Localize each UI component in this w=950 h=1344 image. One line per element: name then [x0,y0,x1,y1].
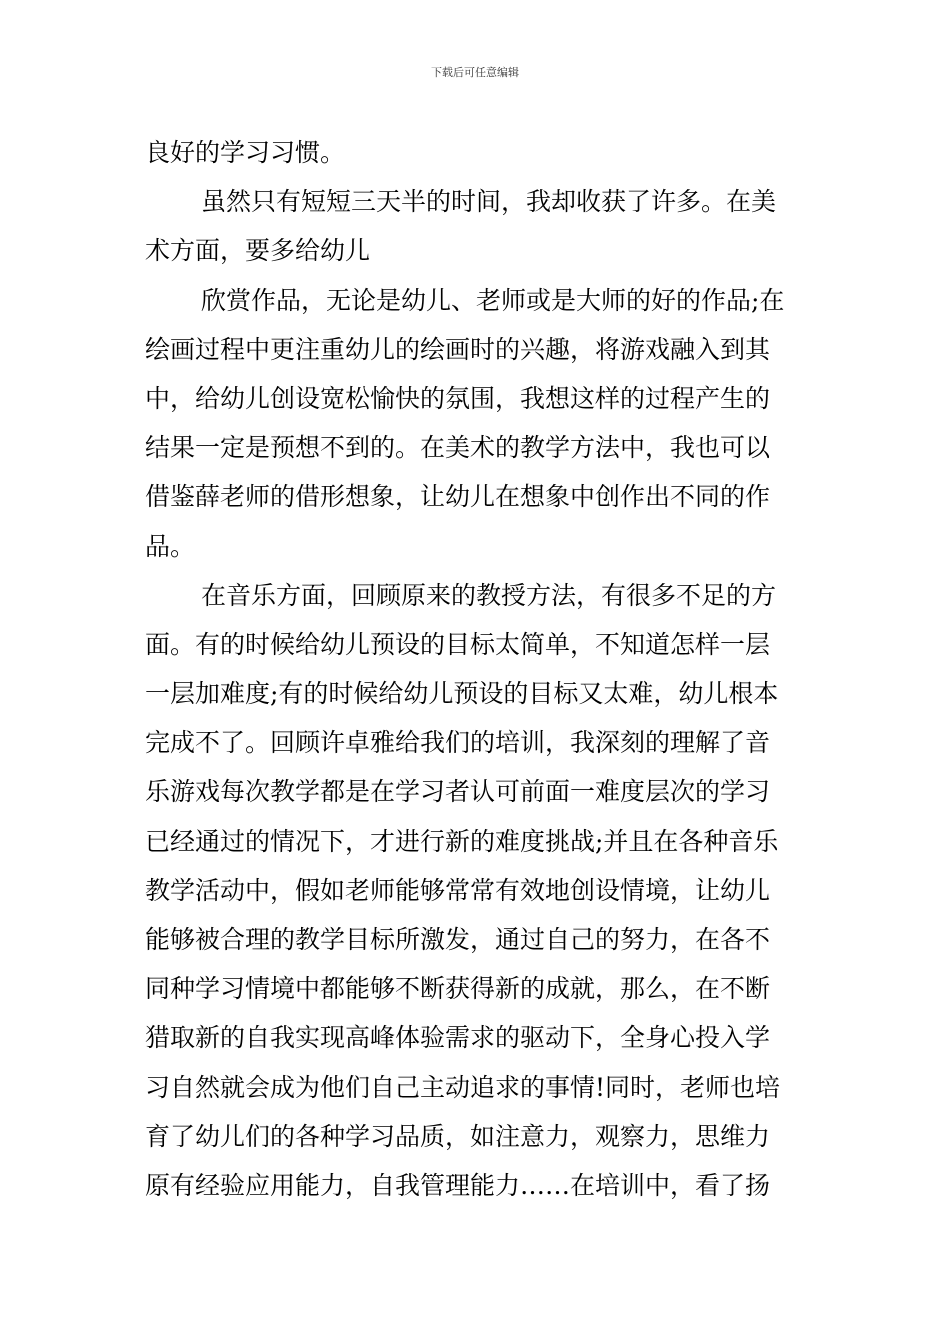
document-body [145,128,807,1210]
text-line: 术方面，要多给幼儿 [145,236,371,266]
text-line: 已经通过的情况下，才进行新的难度挑战;并且在各种音乐 [145,826,779,856]
page-header: 下载后可任意编辑 [431,66,519,79]
text-line: 能够被合理的教学目标所激发，通过自己的努力，在各不 [145,925,771,954]
text-line: 同种学习情境中都能够不断获得新的成就，那么，在不断 [145,974,771,1004]
text-line: 品。 [145,531,196,561]
text-line: 原有经验应用能力，自我管理能力……在培训中，看了扬 [145,1170,771,1200]
text-line: 在音乐方面，回顾原来的教授方法，有很多不足的方 [201,580,777,610]
text-line: 欣赏作品，无论是幼儿、老师或是大师的好的作品;在 [201,285,785,315]
text-line: 虽然只有短短三天半的时间，我却收获了许多。在美 [201,187,777,217]
text-line: 习自然就会成为他们自己主动追求的事情!同时，老师也培 [145,1072,781,1102]
text-line: 教学活动中，假如老师能够常常有效地创设情境，让幼儿 [145,875,771,905]
text-line: 猎取新的自我实现高峰体验需求的驱动下，全身心投入学 [145,1023,771,1053]
text-line: 面。有的时候给幼儿预设的目标太简单，不知道怎样一层 [145,629,771,659]
text-line: 绘画过程中更注重幼儿的绘画时的兴趣，将游戏融入到其 [145,334,771,364]
text-line: 完成不了。回顾许卓雅给我们的培训，我深刻的理解了音 [145,728,771,758]
text-line: 结果一定是预想不到的。在美术的教学方法中，我也可以 [145,433,771,463]
text-line: 乐游戏每次教学都是在学习者认可前面一难度层次的学习 [145,777,771,807]
text-line: 借鉴薛老师的借形想象，让幼儿在想象中创作出不同的作 [145,482,771,512]
text-line: 中，给幼儿创设宽松愉快的氛围，我想这样的过程产生的 [145,383,771,413]
text-line: 一层加难度;有的时候给幼儿预设的目标又太难，幼儿根本 [145,679,779,709]
text-line: 育了幼儿们的各种学习品质，如注意力，观察力，思维力 [145,1121,771,1151]
text-line: 良好的学习习惯。 [145,138,346,167]
